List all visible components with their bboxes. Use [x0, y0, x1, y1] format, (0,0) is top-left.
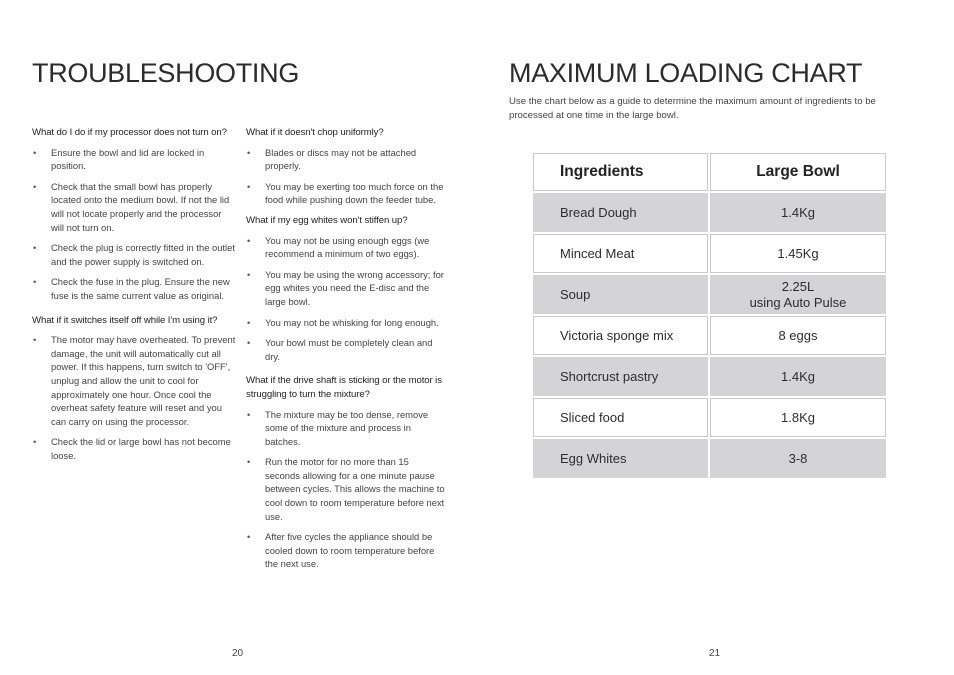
- page-number-left: 20: [232, 648, 244, 659]
- answer-bullet: • After five cycles the appliance should be cooled down to room temperature before the next use.: [246, 530, 446, 571]
- amount-cell: 1.45Kg: [710, 234, 886, 273]
- table-row: [533, 439, 886, 478]
- answer-list: [32, 333, 237, 462]
- question-heading: What if my egg whites won't stiffen up?: [246, 214, 408, 226]
- question-heading: What if the drive shaft is sticking or the motor is struggling to turn the mixture?: [246, 375, 442, 400]
- table-row: [533, 357, 886, 396]
- answer-bullet: • Your bowl must be completely clean and dry.: [246, 336, 446, 363]
- page-number-right: 21: [709, 648, 721, 659]
- ingredient-cell: Minced Meat: [533, 234, 708, 273]
- ingredient-cell: Egg Whites: [533, 439, 708, 478]
- answer-list: [246, 234, 446, 364]
- answer-bullet: • You may not be using enough eggs (we recommend a minimum of two eggs).: [246, 234, 446, 261]
- ingredient-cell: Victoria sponge mix: [533, 316, 708, 355]
- table-row: [533, 316, 886, 355]
- amount-value: 2.25L: [781, 278, 815, 294]
- answer-list: [246, 408, 446, 572]
- troubleshooting-column-1: [32, 126, 237, 469]
- answer-bullet: • The motor may have overheated. To prevent damage, the unit will automatically cut all power. If this happens, turn switch to 'OFF', unplug and allow the unit to cool for approximately one hour. Once cool the overheat safety feature will reset and you can carry on using the processor.: [32, 333, 237, 428]
- amount-note: using Auto Pulse: [749, 294, 847, 310]
- answer-bullet: • Check the lid or large bowl has not become loose.: [32, 435, 237, 462]
- table-row: [533, 398, 886, 437]
- answer-bullet: • Ensure the bowl and lid are locked in position.: [32, 146, 237, 173]
- troubleshooting-column-2: [246, 126, 446, 578]
- amount-cell: 3-8: [710, 439, 886, 478]
- amount-cell: [710, 275, 886, 314]
- loading-chart-table: [531, 151, 888, 480]
- loading-chart-intro: Use the chart below as a guide to determine the maximum amount of ingredients to be processed at one time in the large bowl.: [509, 96, 876, 121]
- answer-bullet: • You may not be whisking for long enough.: [246, 316, 446, 330]
- question-heading: What if it doesn't chop uniformly?: [246, 127, 384, 138]
- amount-cell: 1.8Kg: [710, 398, 886, 437]
- answer-bullet: • Check the fuse in the plug. Ensure the new fuse is the same current value as original.: [32, 275, 237, 302]
- header-ingredients: Ingredients: [533, 153, 708, 191]
- answer-bullet: • You may be exerting too much force on the food while pushing down the feeder tube.: [246, 180, 446, 207]
- amount-cell: 1.4Kg: [710, 193, 886, 232]
- answer-bullet: • Check the plug is correctly fitted in the outlet and the power supply is switched on.: [32, 241, 237, 268]
- ingredient-cell: Soup: [533, 275, 708, 314]
- answer-bullet: • The mixture may be too dense, remove some of the mixture and process in batches.: [246, 408, 446, 449]
- table-row: [533, 193, 886, 232]
- ingredient-cell: Shortcrust pastry: [533, 357, 708, 396]
- question-heading: What do I do if my processor does not turn on?: [32, 127, 227, 138]
- amount-cell: 8 eggs: [710, 316, 886, 355]
- table-row: [533, 234, 886, 273]
- table-header-row: [533, 153, 886, 191]
- answer-list: [246, 146, 446, 207]
- amount-cell: 1.4Kg: [710, 357, 886, 396]
- answer-bullet: • Run the motor for no more than 15 seconds allowing for a one minute pause between cycles. This allows the machine to cool down to room temperature before next use.: [246, 455, 446, 523]
- header-large-bowl: Large Bowl: [710, 153, 886, 191]
- question-heading: What if it switches itself off while I'm using it?: [32, 314, 218, 326]
- answer-bullet: • Check that the small bowl has properly located onto the medium bowl. If not the lid will not locate properly and the processor will not turn on.: [32, 180, 237, 234]
- loading-chart-title: MAXIMUM LOADING CHART: [509, 58, 863, 88]
- table-row: [533, 275, 886, 314]
- ingredient-cell: Bread Dough: [533, 193, 708, 232]
- answer-bullet: • You may be using the wrong accessory; for egg whites you need the E-disc and the large bowl.: [246, 268, 446, 309]
- answer-list: [32, 146, 237, 303]
- answer-bullet: • Blades or discs may not be attached properly.: [246, 146, 446, 173]
- troubleshooting-title: TROUBLESHOOTING: [32, 58, 300, 88]
- ingredient-cell: Sliced food: [533, 398, 708, 437]
